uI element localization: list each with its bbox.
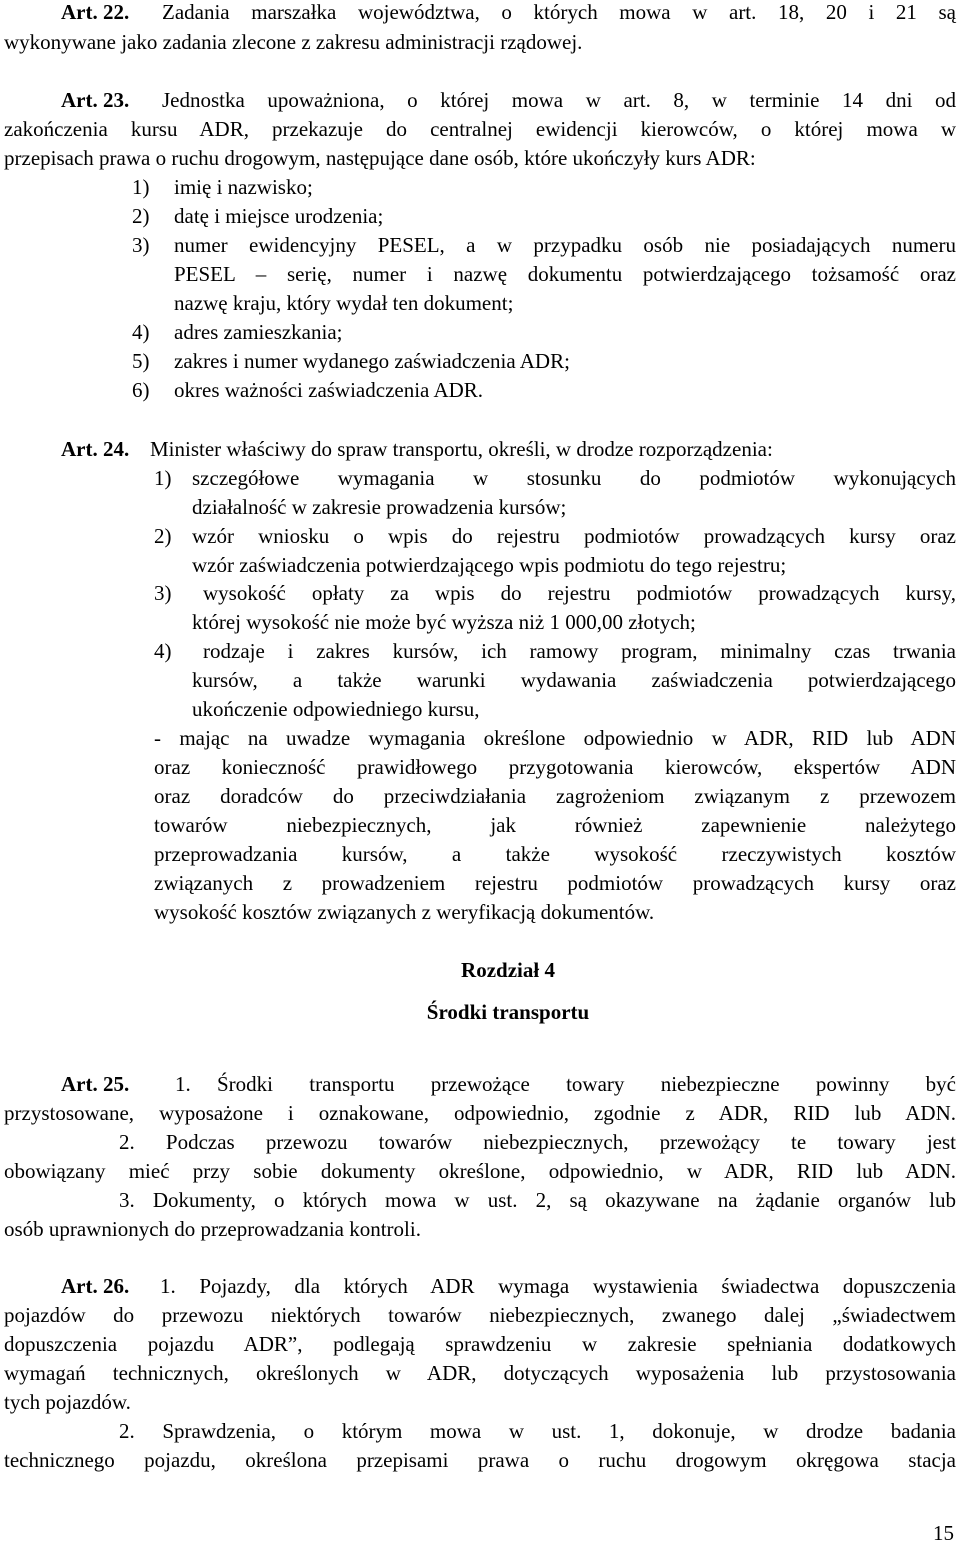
art24-tail-line5: przeprowadzania kursów, a także wysokość rzeczywistych kosztów (154, 842, 956, 866)
art23-item4-num: 4) (132, 320, 150, 344)
art24-item1-line2: działalność w zakresie prowadzenia kursów; (192, 495, 567, 519)
art26-p2-line1: 2. Sprawdzenia, o którym mowa w ust. 1, dokonuje, w drodze badania (119, 1419, 956, 1443)
art24-item2-line1: wzór wniosku o wpis do rejestru podmiotów prowadzących kursy oraz (192, 524, 956, 548)
art26-p1-line2: pojazdów do przewozu niektórych towarów niebezpiecznych, zwanego dalej „świadectwem (4, 1303, 956, 1327)
art23-item2-num: 2) (132, 204, 150, 228)
art24-tail-line1: - mając na uwadze wymagania określone odpowiednio w ADR, RID lub ADN (154, 726, 956, 750)
page-number: 15 (933, 1521, 954, 1545)
art23-item3-cont1: PESEL – serię, numer i nazwę dokumentu potwierdzającego tożsamość oraz (174, 262, 956, 286)
art24-tail-line4: towarów niebezpiecznych, jak również zapewnienie należytego (154, 813, 956, 837)
art23-item1-num: 1) (132, 175, 150, 199)
art24-item4-line1: rodzaje i zakres kursów, ich ramowy program, minimalny czas trwania (203, 639, 956, 663)
art23-label: Art. 23. (61, 88, 130, 112)
art25-p3-line1: 3. Dokumenty, o których mowa w ust. 2, są okazywane na żądanie organów lub (119, 1188, 956, 1212)
art24-item3-line2: której wysokość nie może być wyższa niż 1 000,00 złotych; (192, 610, 696, 634)
art26-p2-line2: technicznego pojazdu, określona przepisami prawa o ruchu drogowym okręgowa stacja (4, 1448, 956, 1472)
art24-item4-line2: kursów, a także warunki wydawania zaświadczenia potwierdzającego (192, 668, 956, 692)
art23-item3-cont2: nazwę kraju, który wydał ten dokument; (174, 291, 514, 315)
art24-item4-num: 4) (154, 639, 172, 663)
art23-item1-text: imię i nazwisko; (174, 175, 313, 199)
art24-item3-line1: wysokość opłaty za wpis do rejestru podmiotów prowadzących kursy, (203, 581, 956, 605)
art24-item3-num: 3) (154, 581, 172, 605)
art25-p1-line2: przystosowane, wyposażone i oznakowane, odpowiednio, zgodnie z ADR, RID lub ADN. (4, 1101, 956, 1125)
art25-p3-line2: osób uprawnionych do przeprowadzania kontroli. (4, 1217, 421, 1241)
art23-item2-text: datę i miejsce urodzenia; (174, 204, 384, 228)
art24-item4-line3: ukończenie odpowiedniego kursu, (192, 697, 480, 721)
art24-item2-num: 2) (154, 524, 172, 548)
art23-item6-text: okres ważności zaświadczenia ADR. (174, 378, 484, 402)
chapter-title: Środki transportu (426, 1000, 590, 1024)
art26-p1-line4: wymagań technicznych, określonych w ADR, dotyczących wyposażenia lub przystosowania (4, 1361, 956, 1385)
art24-tail-line3: oraz doradców do przeciwdziałania zagrożeniom związanym z przewozem (154, 784, 956, 808)
art23-item3-num: 3) (132, 233, 150, 257)
art25-p2-line2: obowiązany mieć przy sobie dokumenty określone, odpowiednio, w ADR, RID lub ADN. (4, 1159, 956, 1183)
art24-intro: Minister właściwy do spraw transportu, określi, w drodze rozporządzenia: (150, 437, 773, 461)
art24-item1-line1: szczegółowe wymagania w stosunku do podmiotów wykonujących (192, 466, 956, 490)
chapter-number: Rozdział 4 (461, 958, 555, 982)
art25-p1-line1: Środki transportu przewożące towary niebezpieczne powinny być (217, 1072, 956, 1096)
art26-p1-line3: dopuszczenia pojazdu ADR”, podlegają sprawdzeniu w zakresie spełniania dodatkowych (4, 1332, 956, 1356)
art25-p2-line1: 2. Podczas przewozu towarów niebezpiecznych, przewożący te towary jest (119, 1130, 956, 1154)
art24-tail-line2: oraz konieczność prawidłowego przygotowania kierowców, ekspertów ADN (154, 755, 956, 779)
art22-line1: Zadania marszałka województwa, o których mowa w art. 18, 20 i 21 są (162, 0, 956, 24)
art23-item5-text: zakres i numer wydanego zaświadczenia ADR; (174, 349, 570, 373)
art25-p1-num: 1. (175, 1072, 191, 1096)
art25-label: Art. 25. (61, 1072, 130, 1096)
art23-item6-num: 6) (132, 378, 150, 402)
art24-item1-num: 1) (154, 466, 172, 490)
art23-item4-text: adres zamieszkania; (174, 320, 343, 344)
art24-label: Art. 24. (61, 437, 130, 461)
art23-item5-num: 5) (132, 349, 150, 373)
art23-line3: przepisach prawa o ruchu drogowym, następujące dane osób, które ukończyły kurs ADR: (4, 146, 756, 170)
art23-line1: Jednostka upoważniona, o której mowa w art. 8, w terminie 14 dni od (162, 88, 956, 112)
art22-line2: wykonywane jako zadania zlecone z zakresu administracji rządowej. (4, 30, 583, 54)
art24-item2-line2: wzór zaświadczenia potwierdzającego wpis podmiotu do tego rejestru; (192, 553, 787, 577)
art26-p1-line1: 1. Pojazdy, dla których ADR wymaga wystawienia świadectwa dopuszczenia (160, 1274, 956, 1298)
art22-label: Art. 22. (61, 0, 130, 24)
art24-tail-line7: wysokość kosztów związanych z weryfikacją dokumentów. (154, 900, 655, 924)
art23-item3-text: numer ewidencyjny PESEL, a w przypadku osób nie posiadających numeru (174, 233, 956, 257)
art24-tail-line6: związanych z prowadzeniem rejestru podmiotów prowadzących kursy oraz (154, 871, 956, 895)
art23-line2: zakończenia kursu ADR, przekazuje do centralnej ewidencji kierowców, o której mowa w (4, 117, 956, 141)
art26-p1-line5: tych pojazdów. (4, 1390, 131, 1414)
art26-label: Art. 26. (61, 1274, 130, 1298)
